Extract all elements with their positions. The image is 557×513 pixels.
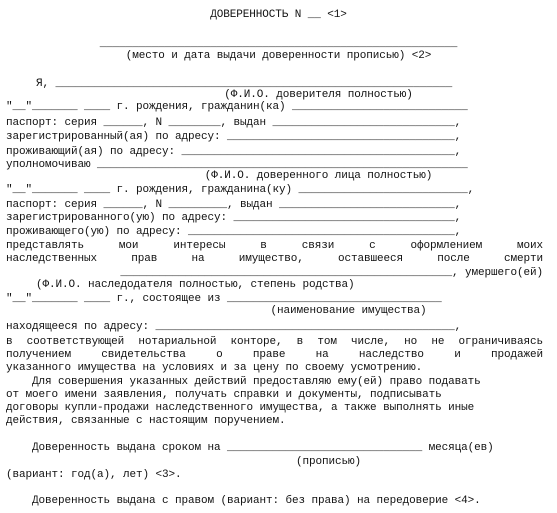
decedent-label: (Ф.И.О. наследодателя полностью, степень родства) [36, 279, 355, 291]
principal-passport-line: паспорт: серия ______, N ________, выдан ____________________________, [6, 117, 462, 129]
agent-passport-line: паспорт: серия ______, N _________, выдан ___________________________, [6, 199, 462, 211]
property-label: (наименование имущества) [270, 305, 427, 317]
transfer-line: Доверенность выдана с правом (вариант: без права) на передоверие <4>. [6, 495, 481, 507]
actions-line: действия, связанные с настоящим поручением. [6, 415, 286, 427]
notary-line: в соответствующей нотариальной конторе, в том числе, но не ограничиваясь [6, 336, 543, 348]
principal-line: Я, _____________________________________________________________ [36, 78, 453, 90]
place-date-blank: _______________________________________________________ [99, 38, 458, 50]
agent-birth-line: "__"_______ ____ г. рождения, гражданина(ку) __________________________, [6, 184, 475, 196]
purpose-line: Для совершения указанных действий предоставляю ему(ей) право подавать [6, 376, 481, 388]
conditions-line: указанного имущества на условиях и за цену по своему усмотрению. [6, 362, 423, 374]
document-title: ДОВЕРЕННОСТЬ N __ <1> [210, 9, 347, 21]
rights-line: наследственных прав на имущество, оставшееся после смерти [6, 253, 543, 265]
authorize-line: уполномочиваю _________________________________________________________ [6, 159, 468, 171]
term-line: Доверенность выдана сроком на ______________________________ месяца(ев) [6, 442, 494, 454]
contracts-line: договоры купли-продажи наследственного имущества, а также выполнять иные [6, 402, 475, 414]
agent-label: (Ф.И.О. доверенного лица полностью) [204, 170, 433, 182]
consisting-line: "__"_______ ____ г., состоящее из _________________________________ [6, 293, 442, 305]
principal-label: (Ф.И.О. доверителя полностью) [224, 89, 413, 101]
variant-line: (вариант: год(а), лет) <3>. [6, 469, 182, 481]
principal-registered-line: зарегистрированный(ая) по адресу: ___________________________________, [6, 131, 462, 143]
principal-living-line: проживающий(ая) по адресу: __________________________________________, [6, 146, 462, 158]
words-label: (прописью) [295, 456, 361, 468]
located-line: находящееся по адресу: ______________________________________________, [6, 321, 462, 333]
principal-birth-line: "__"_______ ____ г. рождения, гражданин(ка) ___________________________ [6, 101, 468, 113]
receiving-line: получением свидетельства о праве на наследство и продажей [6, 349, 543, 361]
represent-line: представлять мои интересы в связи с оформлением моих [6, 240, 543, 252]
agent-registered-line: зарегистрированного(ую) по адресу: __________________________________, [6, 212, 462, 224]
behalf-line: от моего имени заявления, получать справки и документы, подписывать [6, 389, 442, 401]
place-date-label: (место и дата выдачи доверенности прописью) <2> [125, 50, 432, 62]
agent-living-line: проживающего(ую) по адресу: _________________________________________, [6, 226, 462, 238]
deceased-line: ___________________________________________________, умершего(ей) [120, 267, 543, 279]
